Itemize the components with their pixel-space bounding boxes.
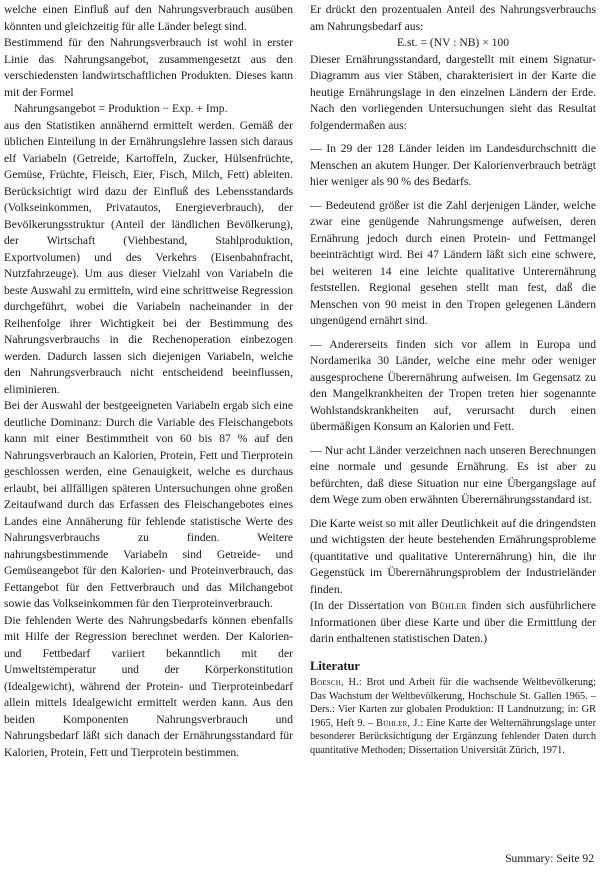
paragraph-nahrungsangebot: Bestimmend für den Nahrungsverbrauch ist wohl in erster Linie das Nahrungsangebot, zusammengesetzt aus den verschiedensten landwirtschaftlichen Produkten. Dieses kann mit der Formel — [4, 36, 293, 99]
list-item: — Andererseits finden sich vor allem in Europa und Nordamerika 30 Länder, welche eine mehr oder weniger ausgesprochene Überernährung aufweisen. Im Gegensatz zu den Mangelkrankheiten der Tropen treten hier sogenannte Wohlstandskrankheiten auf, verursacht durch einen übermäßigen Konsum an Kalorien und Fett. — [310, 337, 596, 433]
paragraph-variabeln: aus den Statistiken annähernd ermittelt werden. Gemäß der üblichen Einteilung in der Ernährungslehre lassen sich daraus elf Variabeln (Getreide, Kartoffeln, Zucker, Hülsenfrüchte, Gemüse, Früchte, Fleisch, Eier, Fisch, Milch, Fett) ableiten. Berücksichtigt wird dazu der Einfluß des Lebensstandards (Volkseinkommen, Privatautos, Energieverbrauch), der Bevölkerungsstruktur (Anteil der ländlichen Bevölkerung), der Wirtschaft (Viehbestand, Stahlproduktion, Exportvolumen) und des Verkehrs (Eisenbahnfracht, Nutzfahrzeuge). Um aus dieser Vielzahl von Variabeln die beste Auswahl zu ermitteln, wird eine schrittweise Regression durchgeführt, wobei die Variabeln nacheinander in der Reihenfolge ihrer Wichtigkeit bei der Bestimmung des Nahrungsverbrauchs in die Rechenoperation einbezogen werden. Dadurch lassen sich diejenigen Variabeln, welche den Nahrungsverbrauch nicht entscheidend beeinflussen, eliminieren. — [4, 118, 293, 396]
list-item: — Nur acht Länder verzeichnen nach unseren Berechnungen eine normale und gesunde Ernährung. Es ist aber zu befürchten, daß diese Situation nur eine Übergangslage auf dem Wege zum oben erwähnten Überernährungsstandard ist. — [310, 443, 596, 506]
author-name: Bühler — [431, 599, 467, 612]
left-column — [4, 2, 293, 761]
formula-ernaehrungsstandard: E.st. = (NV : NB) × 100 — [396, 36, 510, 49]
reference-author: Bühler, J.: — [376, 717, 424, 729]
paragraph-dissertation-note: (In der Dissertation von Bühler finden sich ausführlichere Informationen über diese Karte und über die Ermittlung der darin enthaltenen statistischen Daten.) — [310, 599, 597, 645]
results-list — [310, 141, 596, 509]
reference-author: Boesch, H.: — [310, 677, 362, 688]
formula-nahrungsangebot: Nahrungsangebot = Produktion − Exp. + Imp. — [14, 102, 228, 115]
list-item: — Bedeutend größer ist die Zahl derjenigen Länder, welche zwar eine genügende Nahrungsmenge aufweisen, deren Ernährung jedoch durch einen Protein- und Fettmangel beeinträchtigt wird. Bei 47 Ländern läßt sich eine schwere, bei weiteren 14 eine leichte qualitative Unterernährung feststellen. Regional gesehen stellt man fest, daß die Menschen von 90 meist in den Tropen gelegenen Ländern ungenügend ernährt sind. — [310, 198, 596, 327]
reference-text: Brot und Arbeit für die wachsende Weltbevölkerung; Das Wachstum der Weltbevölkerung, Hochschule St. Gallen 1965. – Ders.: Vier Karten zur globalen Produktion: II Landnutzung; in: GR 1965, Heft 9. – — [310, 677, 597, 729]
list-item: — In 29 der 128 Länder leiden im Landesdurchschnitt die Menschen an akutem Hunger. Der Kalorienverbrauch beträgt hier weniger als 90 % des Bedarfs. — [310, 142, 596, 188]
paragraph-nahrungsbedarf: Die fehlenden Werte des Nahrungsbedarfs können ebenfalls mit Hilfe der Regression berechnet werden. Der Kalorien- und Fettbedarf variiert bekanntlich mit der Umweltstemperatur und der Körperkonstitution (Idealgewicht), während der Protein- und Tierproteinbedarf allein mittels Idealgewicht ermittelt werden kann. Aus den beiden Komponenten Nahrungsverbrauch und Nahrungsbedarf läßt sich danach der Ernährungsstandard für Kalorien, Protein, Fett und Tierprotein bestimmen. — [4, 613, 293, 759]
paragraph-intro-continued: welche einen Einfluß auf den Nahrungsverbrauch ausüben könnten und gleichzeitig für alle Länder belegt sind. — [4, 3, 293, 33]
reference-text: Eine Karte der Welternährungslage unter besonderer Berücksichtigung der Ergänzung fehlender Daten durch quantitative Methoden; Dissertation Universität Zürich, 1971. — [310, 717, 597, 756]
paragraph-auswahl: Bei der Auswahl der bestgeeigneten Variabeln ergab sich eine deutliche Dominanz: Durch die Variable des Fleischangebots kann mit einer Bestimmtheit von 60 bis 87 % auf den Nahrungsverbrauch an Kalorien, Protein, Fett und Tierprotein geschlossen werden, eine Genauigkeit, welche es durchaus erlaubt, bei allfälligen späteren Untersuchungen ohne großen Zeitaufwand durch das Erfassen des Fleischangebotes eines Landes eine Annäherung für fehlende statistische Werte des Nahrungsverbrauchs zu finden. Weitere nahrungsbestimmende Variabeln sind Getreide- und Gemüseangebot für den Kalorien- und Proteinverbrauch, das Fettangebot für den Fettverbrauch und das Milchangebot sowie das Volkseinkommen für den Tierproteinverbrauch. — [4, 399, 293, 610]
paragraph-ernaehrungsstandard: Dieser Ernährungsstandard, dargestellt mit einem Signatur-Diagramm aus vier Stäben, charakterisiert in der Karte die heutige Ernährungslage in den einzelnen Ländern der Erde. Nach den vorliegenden Untersuchungen sieht das Resultat folgendermaßen aus: — [310, 52, 596, 132]
right-column — [310, 2, 596, 757]
summary-page-reference: Summary: Seite 92 — [505, 852, 594, 865]
literature-heading: Literatur — [310, 658, 360, 673]
paragraph-definition: Er drückt den prozentualen Anteil des Nahrungsverbrauchs am Nahrungsbedarf aus: — [310, 3, 596, 33]
literature-references — [310, 676, 596, 757]
paragraph-conclusion: Die Karte weist so mit aller Deutlichkeit auf die dringendsten und wichtigsten der heute bestehenden Ernährungsprobleme (quantitative und qualitative Unterernährung) hin, die ihr Gegenstück im Überernährungsproblem der Industrieländer finden. — [310, 516, 596, 596]
